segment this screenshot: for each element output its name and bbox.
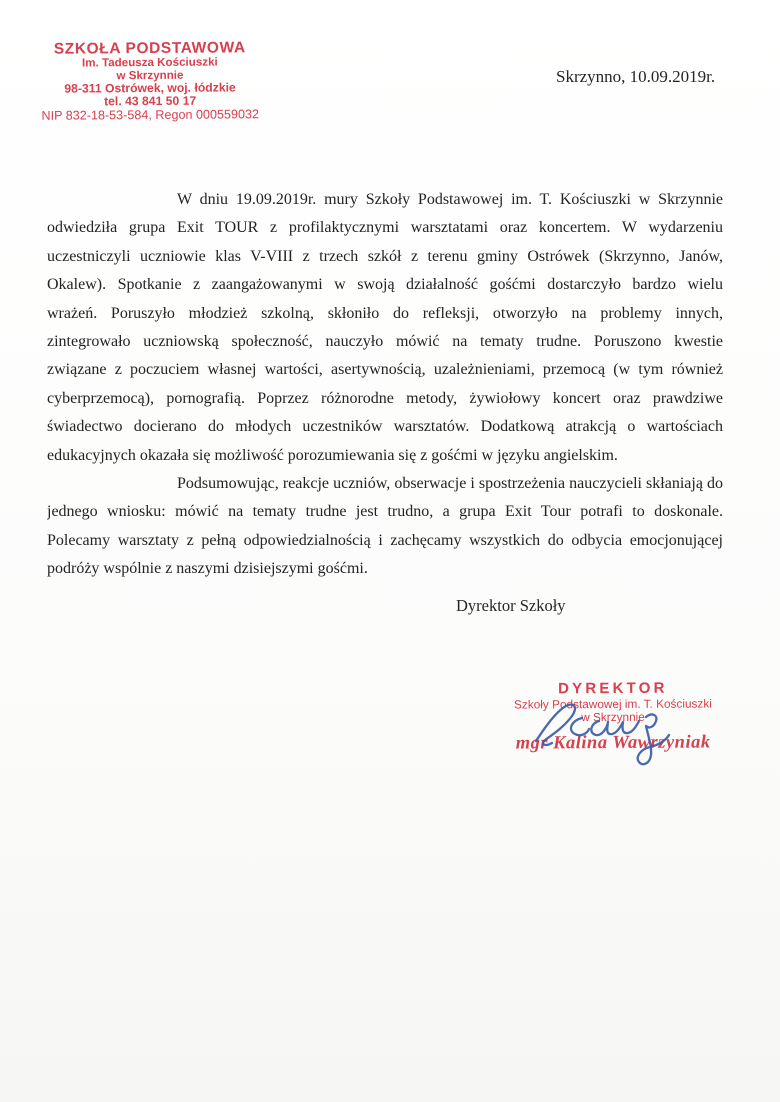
school-name: SZKOŁA PODSTAWOWA [53,39,246,58]
body-text-line: wrażeń. Poruszyło młodzież szkolną, skłoniło do refleksji, otworzyło na problemy innych, [47,304,723,322]
body-text-line: świadectwo docierano do młodych uczestników warsztatów. Dodatkową atrakcją o wartościach [47,418,723,436]
letter-body [47,186,723,583]
place-date-line: Skrzynno, 10.09.2019r. [556,67,716,86]
body-text-line: zintegrowało uczniowską społeczność, nauczyło mówić na tematy trudne. Poruszono kwestie [47,332,723,350]
school-patron: Im. Tadeusza Kościuszki [81,55,218,70]
body-text-line: związane z poczuciem własnej wartości, asertywnością, uzależnieniami, przemocą (w tym również [47,361,723,379]
body-text-line: Podsumowując, reakcje uczniów, obserwacje i spostrzeżenia nauczycieli skłaniają do [177,474,723,492]
handwritten-signature-ink [510,694,710,776]
body-text-line: Polecamy warsztaty z pełną odpowiedzialnością i zachęcamy wszystkich do odbycia emocjonującej [47,531,723,549]
body-text-line: W dniu 19.09.2019r. mury Szkoły Podstawowej im. T. Kościuszki w Skrzynnie [177,191,723,208]
signoff-title: Dyrektor Szkoły [456,596,566,615]
stamp-title: DYREKTOR [558,679,668,698]
school-address: 98-311 Ostrówek, woj. łódzkie [64,80,236,96]
stamp-location-line: w Skrzynnie [581,709,645,724]
body-text-line: edukacyjnych okazała się możliwość porozumiewania się z gośćmi w języku angielskim. [47,446,618,464]
stamp-school-line: Szkoły Podstawowej im. T. Kościuszki [514,696,712,712]
body-text-line: uczestniczyli uczniowie klas V-VIII z trzech szkół z terenu gminy Ostrówek (Skrzynno, Janów, [47,247,723,265]
body-text-line: podróży wspólnie z naszymi dzisiejszymi gośćmi. [47,560,368,578]
stamp-signatory-name: mgr Kalina Wawrzyniak [515,732,711,754]
school-phone: tel. 43 841 50 17 [104,93,197,109]
school-registry: NIP 832-18-53-584, Regon 000559032 [41,107,260,123]
body-text-line: odwiedziła grupa Exit TOUR z profilaktycznymi warsztatami oraz koncertem. W wydarzeniu [47,219,723,237]
body-text-line: jednego wniosku: mówić na tematy trudne jest trudno, a grupa Exit Tour potrafi to doskonale. [47,503,723,521]
school-location: w Skrzynnie [116,68,184,82]
body-text-line: cyberprzemocą), pornografią. Poprzez różnorodne metody, żywiołowy koncert oraz prawdziwe [47,389,723,407]
school-letterhead-stamp [28,39,273,123]
body-text-line: Okalew). Spotkanie z zaangażowanymi w swoją działalność gośćmi dostarczyło bardzo wielu [47,276,723,294]
